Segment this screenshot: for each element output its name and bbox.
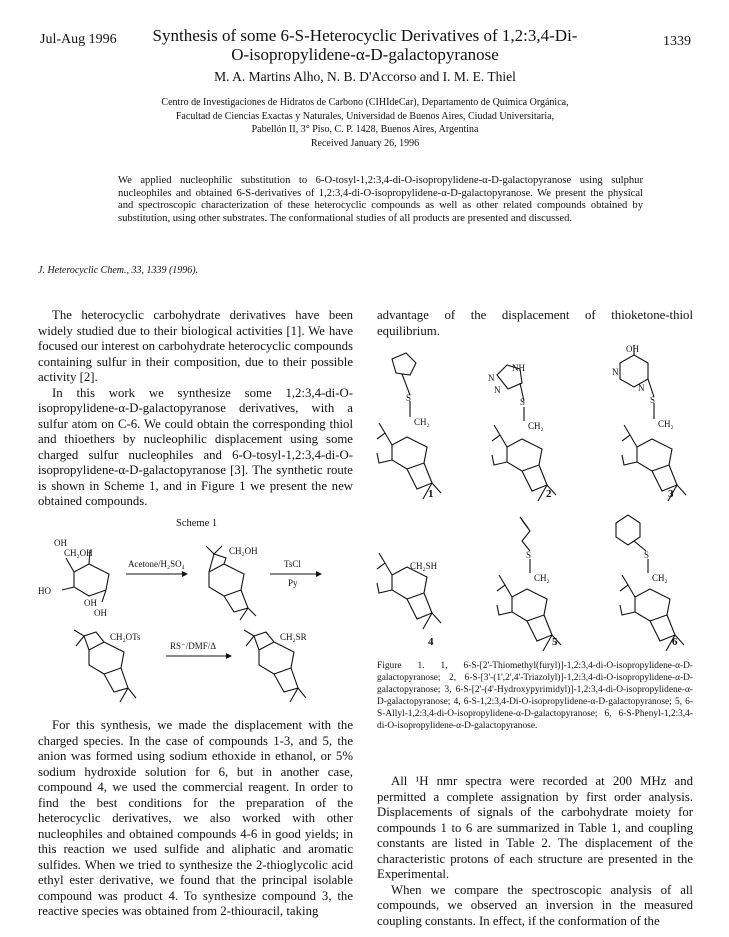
body-column-2-top [377, 308, 693, 339]
sulfur-label: S [644, 550, 650, 560]
body-column-1-bottom [38, 718, 353, 920]
n-label: N [612, 367, 619, 377]
scheme-1-diagram [34, 532, 364, 712]
reagent-py: Py [288, 578, 298, 588]
compound-5-structure [497, 517, 561, 651]
title-line-1: Synthesis of some 6-S-Heterocyclic Derivatives of 1,2:3,4-Di- [152, 26, 578, 45]
compound-6-structure [616, 515, 684, 651]
ch2-label: CH₂ [658, 419, 674, 429]
ch2-label: CH₂ [652, 573, 668, 583]
paragraph: All ¹H nmr spectra were recorded at 200 MHz and permitted a complete assignation by first order analysis. Displacements of signals of the carbohydrate moiety for compounds 1 to 6 are summarized in Table 1, and coupling constants are listed in Table 2. The displacement of the characteristic protons of each structure are presented in the Experimental. [377, 774, 693, 881]
title-line-2: O-isopropylidene-α-D-galactopyranose [231, 45, 499, 64]
nh-label: NH [512, 363, 525, 373]
n-label: N [494, 385, 501, 395]
authors: M. A. Martins Alho, N. B. D'Accorso and I. M. E. Thiel [214, 69, 516, 84]
figure-1-diagram [372, 345, 702, 655]
compound-number-3: 3 [668, 488, 674, 500]
sulfur-label: S [526, 550, 532, 560]
ch2sr-label: CH₂SR [280, 632, 307, 642]
compound-2-structure [492, 365, 556, 501]
oh-label: OH [54, 538, 67, 548]
issue-date: Jul-Aug 1996 [40, 32, 117, 47]
received-date: Received January 26, 1996 [310, 137, 420, 149]
reagent-rs-dmf: RS⁻/DMF/Δ [170, 641, 217, 651]
sulfur-label: S [520, 397, 526, 407]
diacetonide-structure [206, 546, 256, 620]
oh-label: OH [626, 345, 639, 354]
article-title [120, 26, 610, 64]
compound-number-5: 5 [552, 636, 558, 648]
affiliation [95, 96, 635, 150]
n-label: N [638, 383, 645, 393]
ch2oh-label: CH₂OH [64, 548, 93, 558]
page-number: 1339 [663, 34, 691, 49]
paragraph: The heterocyclic carbohydrate derivatives have been widely studied due to their biological activities [1]. We have focused our interest on carbohydrate heterocyclic compounds containing sulfur in their composition, due to their possible activity [2]. [38, 308, 353, 384]
affiliation-line-3: Pabellón II, 3° Piso, C. P. 1428, Buenos Aires, Argentina [251, 124, 479, 135]
oh-label: OH [94, 608, 107, 618]
body-column-1-top [38, 308, 353, 510]
ch2-label: CH₂ [528, 421, 544, 431]
ch2ots-label: CH₂OTs [110, 632, 141, 642]
ch2-label: CH₂ [414, 417, 430, 427]
ho-label: HO [38, 586, 51, 596]
ch2oh-label: CH₂OH [229, 546, 258, 556]
n-label: N [488, 373, 495, 383]
compound-number-4: 4 [428, 636, 434, 648]
compound-1-structure [377, 353, 441, 499]
compound-number-2: 2 [546, 488, 552, 500]
compound-number-6: 6 [672, 636, 678, 648]
paragraph: When we compare the spectroscopic analysis of all compounds, we observed an inversion in the measured coupling constants. In effect, if the conformation of the [377, 882, 693, 928]
scheme-label: Scheme 1 [176, 518, 218, 529]
citation: J. Heterocyclic Chem., 33, 1339 (1996). [38, 265, 199, 276]
ch2-label: CH₂ [534, 573, 550, 583]
compound-3-structure [620, 345, 686, 501]
sulfur-label: S [650, 395, 656, 405]
oh-label: OH [84, 598, 97, 608]
body-column-2-bottom [377, 774, 693, 929]
compound-number-1: 1 [428, 488, 434, 500]
affiliation-line-2: Facultad de Ciencias Exactas y Naturales, Universidad de Buenos Aires, Ciudad Universitaria, [175, 110, 555, 122]
abstract: We applied nucleophilic substitution to 6-O-tosyl-1,2:3,4-di-O-isopropylidene-α-D-galactopyranose using sulphur nucleophiles and obtained 6-S-derivatives of 1,2:3,4-di-O-isopropylidene-α-D-galactopyranose. We present the physical and spectroscopic characterization of these heterocyclic compounds as well as other related compounds obtained by substitution, using other substrates. The conformational studies of all products are presented and discussed. [118, 175, 643, 224]
sulfur-label: S [406, 393, 412, 403]
reagent-acetone: Acetone/H₂SO₄ [128, 559, 185, 569]
paragraph: advantage of the displacement of thioketone-thiol equilibrium. [377, 308, 693, 338]
paragraph: In this work we synthesize some 1,2:3,4-di-O-isopropylidene-α-D-galactopyranose derivatives, with a sulfur atom on C-6. We could obtain the corresponding thiol and thioethers by nucleophilic displacement using some charged sulfur nucleophiles and 6-O-tosyl-1,2:3,4-di-O-isopropylidene-α-D-galactopyranose [3]. The synthetic route is shown in Scheme 1, and in Figure 1 we present the new obtained compounds. [38, 385, 353, 508]
paragraph: For this synthesis, we made the displacement with the charged species. In the case of compounds 1-3, and 5, the anion was formed using sodium ethoxide in ethanol, or 5% sodium hydroxide solution for 6, but in another case, compound 4, we used the commercial reagent. In order to find the best conditions for the preparation of the heterocyclic derivatives, we also worked with other nucleophiles and obtained compounds 4-6 in good yields; in this reaction we used sulfide and aliphatic and aromatic sulfides. When we tried to synthesize the 2-thioglycolic acid ethyl ester derivative, we found that the principal isolable compound was product 4. To synthesize compound 3, the reactive species was obtained from 2-thiouracil, taking [38, 718, 353, 918]
affiliation-line-1: Centro de Investigaciones de Hidratos de Carbono (CIHIdeCar), Departamento de Química Orgánica, [161, 97, 569, 108]
ch2sh-label: CH₂SH [410, 561, 438, 571]
figure-1-caption: Figure 1. 1, 6-S-[2'-Thiomethyl(furyl)]-1,2:3,4-di-O-isopropylidene-α-D-galactopyranose; 2, 6-S-[3'-(1',2',4'-Triazolyl)]-1,2:3,4-di-O-isopropylidene-α-D-galactopyranose; 3, 6-S-[2'-(4'-Hydroxypyrimidyl)]-1,2:3,4-di-O-isopropylidene-α-D-galactopyranose; 4, 6-S-1,2:3,4-Di-O-isopropylidene-α-D-galactopyranose; 5, 6-S-Allyl-1,2:3,4-di-O-isopropylidene-α-D-galactopyranose; 6, 6-S-Phenyl-1,2:3,4-di-O-isopropylidene-α-D-galactopyranose. [377, 661, 693, 731]
reagent-tscl: TsCl [284, 559, 301, 569]
